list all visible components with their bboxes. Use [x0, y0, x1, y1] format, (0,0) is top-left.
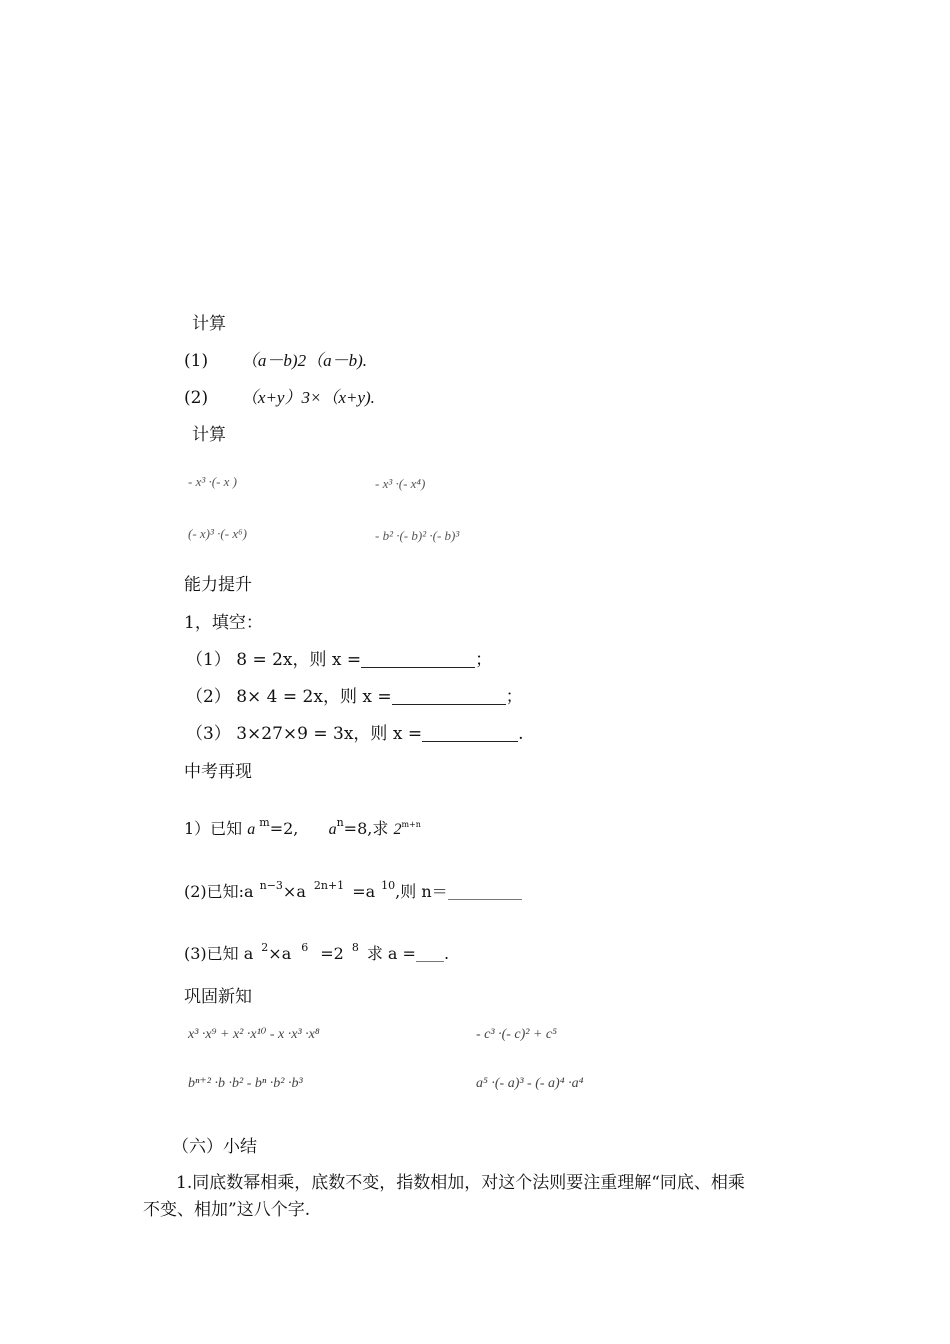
fill-item-2-text: （2） 8× 4 = 2x，则 x =	[186, 687, 392, 707]
fill-item-2	[186, 686, 523, 708]
exam-q3-x: ×a	[268, 944, 292, 963]
summary-title: （六）小结	[172, 1137, 257, 1157]
expression-2-2: - x³ ·(- x⁴)	[375, 476, 426, 491]
expression-2-1: - x³ ·(- x )	[188, 474, 238, 489]
exam-q3-e3: 8	[351, 941, 359, 954]
expression-2-3: (- x)³ ·(- x⁶)	[188, 526, 247, 541]
expression-5-2: - c³ ·(- c)² + c⁵	[476, 1027, 557, 1042]
answer-blank-2[interactable]	[392, 688, 506, 705]
exam-answer-blank-2[interactable]	[448, 883, 522, 900]
fill-item-1-text: （1） 8 = 2x，则 x =	[186, 650, 362, 670]
answer-blank-3[interactable]	[422, 725, 518, 742]
exam-q1-mid: =2,	[269, 819, 299, 838]
expression-5-3: bⁿ⁺² ·b ·b² - bⁿ ·b² ·b³	[188, 1076, 303, 1091]
exam-question-1	[184, 812, 421, 841]
exam-question-3	[184, 937, 449, 965]
section-title-consolidate: 巩固新知	[184, 987, 252, 1007]
exam-q1-m: m	[259, 816, 270, 829]
fill-item-3	[186, 723, 523, 745]
problem-1-expression: （a－b)2（a－b).	[240, 351, 367, 370]
exam-q3-tail: 求 a =	[366, 944, 416, 963]
exam-answer-blank-3[interactable]	[416, 945, 444, 962]
exam-q3-end: .	[443, 944, 450, 963]
exam-q1-a: a	[247, 821, 256, 838]
section-title-calc-2: 计算	[192, 425, 226, 445]
exam-q3-e1: 2	[261, 941, 269, 954]
exam-q2-e3: 10	[381, 879, 396, 892]
summary-text-line-2: 不变、相加”这八个字.	[143, 1200, 311, 1220]
exam-q1-a2: a	[328, 821, 337, 838]
problem-2-expression: （x+y）3×（x+y).	[240, 388, 375, 407]
exam-q2-e1: n−3	[259, 879, 283, 892]
exam-q2-tail: ,则 n＝	[395, 882, 448, 901]
expression-5-1: x³ ·x⁹ + x² ·x¹⁰ - x ·x³ ·x⁸	[188, 1027, 320, 1042]
expression-5-4: a⁵ ·(- a)³ - (- a)⁴ ·a⁴	[476, 1076, 584, 1091]
exam-q2-x: ×a	[282, 882, 306, 901]
fill-item-1-end: ；	[475, 650, 493, 670]
answer-blank-1[interactable]	[361, 651, 475, 668]
exam-q1-rest: =8,求	[343, 819, 389, 838]
exam-q3-eq: =2	[320, 944, 344, 963]
problem-1-number: (1)	[184, 351, 209, 371]
problem-2-number: (2)	[184, 388, 209, 408]
expression-2-4: - b² ·(- b)² ·(- b)³	[375, 528, 460, 543]
exam-q1-n: n	[336, 816, 344, 829]
exam-q1-two: 2	[393, 821, 402, 838]
exam-q3-lead: (3)已知 a	[184, 944, 254, 963]
summary-text-line-1: 1.同底数幂相乘，底数不变，指数相加，对这个法则要注重理解“同底、相乘	[176, 1173, 745, 1193]
fill-item-3-end: .	[518, 724, 524, 744]
fill-item-3-text: （3） 3×27×9 = 3x，则 x =	[186, 724, 423, 744]
problem-1	[184, 350, 367, 372]
fill-blank-heading: 1，填空：	[184, 613, 263, 633]
fill-item-2-end: ；	[505, 687, 523, 707]
exam-q1-exp: m+n	[401, 820, 421, 829]
exam-q1-lead: 1）已知	[184, 819, 243, 838]
section-title-calc-1: 计算	[192, 314, 226, 334]
exam-q2-eq: =a	[352, 882, 376, 901]
exam-q2-e2: 2n+1	[313, 879, 345, 892]
problem-2	[184, 387, 375, 409]
exam-q3-e2: 6	[301, 941, 309, 954]
section-title-ability: 能力提升	[184, 575, 252, 595]
exam-q2-lead: (2)已知:a	[184, 882, 254, 901]
section-title-exam: 中考再现	[184, 762, 252, 782]
exam-question-2	[184, 875, 522, 903]
fill-item-1	[186, 649, 492, 671]
